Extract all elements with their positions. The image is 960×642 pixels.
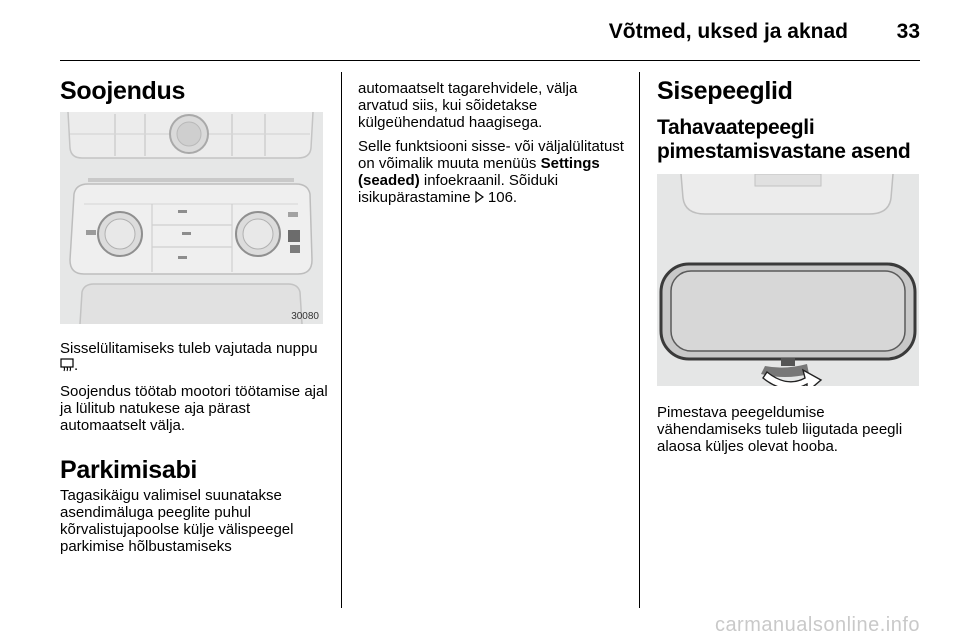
parking-paragraph-2 [358, 138, 630, 207]
header-rule [60, 60, 920, 61]
settings-menu-name: Settings (seaded) [358, 155, 600, 189]
heating-text-1: Sisselülitamiseks tuleb vajutada nuppu [60, 340, 318, 357]
page-number: 33 [896, 20, 920, 43]
column-divider-1 [341, 72, 342, 608]
watermark: carmanualsonline.info [714, 614, 920, 636]
rearview-mirror-illustration [657, 174, 919, 386]
heating-paragraph-1 [60, 340, 328, 376]
page-reference: 106. [487, 189, 518, 206]
heating-figure [60, 112, 323, 324]
antidazzle-subheading: Tahavaatepeegli pimestamisvastane asend [657, 116, 911, 163]
middle-column [358, 80, 630, 214]
running-header-title: Võtmed, uksed ja aknad [608, 20, 848, 43]
column-divider-2 [639, 72, 640, 608]
mirror-figure [657, 174, 919, 386]
page-reference-icon [475, 190, 484, 207]
parking-text-start: Selle funktsiooni sisse- või väljalülitatust on võimalik muuta menüüs [358, 138, 624, 172]
heated-mirror-icon [60, 358, 74, 376]
heating-text-1-end: . [74, 357, 79, 374]
parking-paragraph-continued: automaatselt tagarehvidele, välja arvatud siis, kui sõidetakse külgeühendatud haagisega. [358, 80, 578, 131]
figure-number: 30080 [291, 311, 319, 322]
climate-panel-illustration [60, 112, 323, 324]
right-column [657, 72, 923, 462]
heating-paragraph-2: Soojendus töötab mootori töötamise ajal ja lülitub natukese aja pärast automaatselt välja. [60, 383, 328, 434]
parking-text-middle: infoekraanil. Sõiduki isikupärastamine [358, 172, 559, 206]
parking-heading: Parkimisabi [60, 456, 198, 484]
parking-paragraph-1: Tagasikäigu valimisel suunatakse asendimäluga peeglite puhul kõrvalistujapoolse külje välispeegel parkimise hõlbustamiseks [60, 487, 294, 555]
interior-mirrors-heading: Sisepeeglid [657, 77, 793, 105]
mirror-paragraph-1: Pimestava peegeldumise vähendamiseks tuleb liigutada peegli alaosa küljes olevat hooba. [657, 404, 903, 455]
heating-heading: Soojendus [60, 77, 186, 105]
left-column [60, 72, 328, 562]
